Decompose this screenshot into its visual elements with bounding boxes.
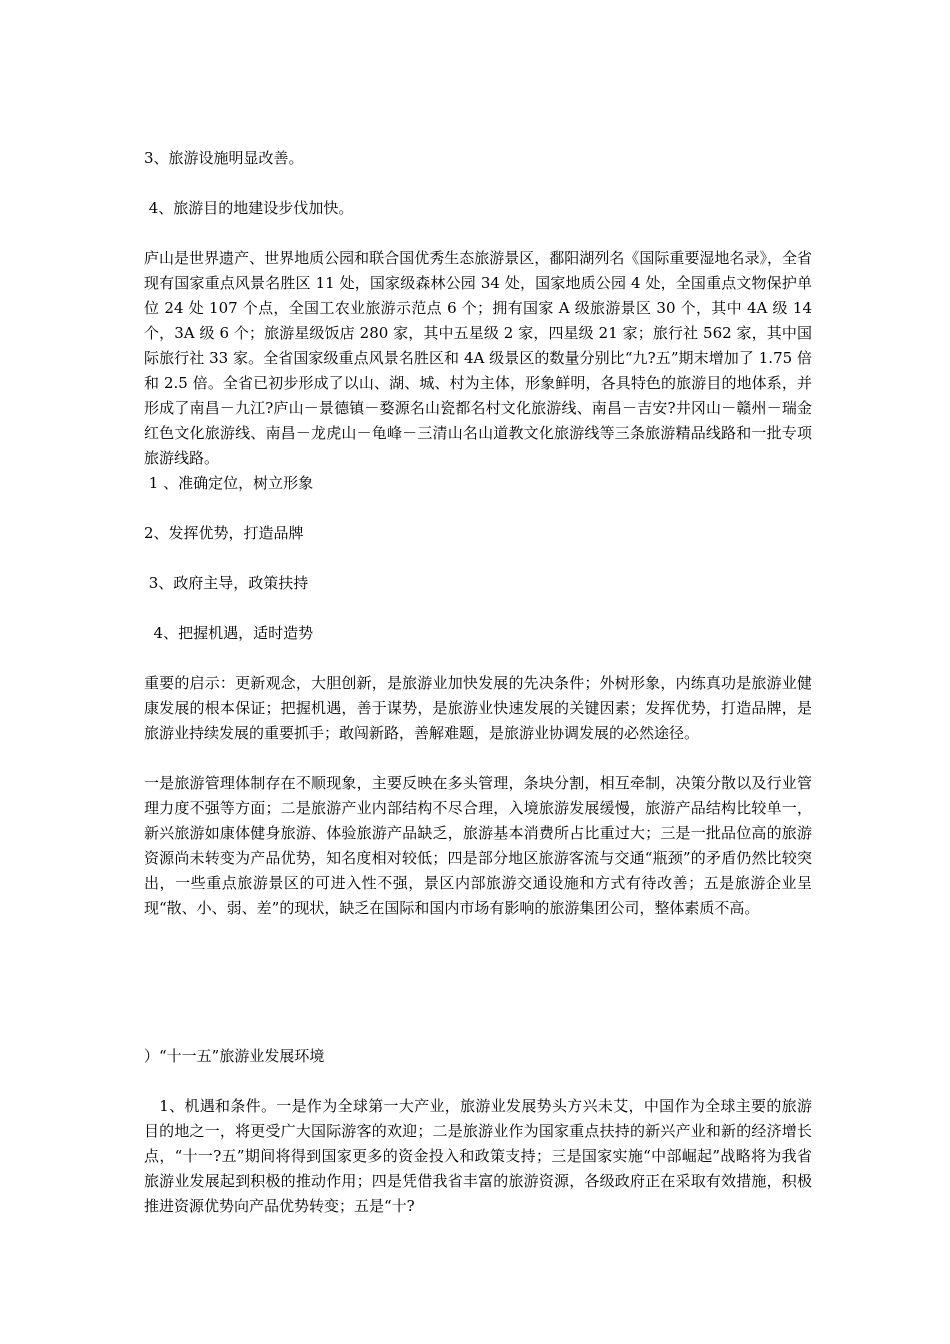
heading-government-led: 3、政府主导，政策扶持 [144,574,309,592]
heading-positioning: 1 、准确定位，树立形象 [144,474,314,492]
heading-destination-construction: 4、旅游目的地建设步伐加快。 [144,199,354,217]
paragraph-important-insights: 重要的启示：更新观念，大胆创新，是旅游业加快发展的先决条件；外树形象，内练真功是旅游业健康发展的根本保证；把握机遇，善于谋势，是旅游业快速发展的关键因素；发挥优势，打造品牌，是旅游业持续发展的重要抓手；敢闯新路，善解难题，是旅游业协调发展的必然途径。 [144,674,812,742]
heading-tourism-facilities: 3、旅游设施明显改善。 [144,149,304,167]
heading-seize-opportunity: 4、把握机遇，适时造势 [144,624,314,642]
heading-advantages: 2、发挥优势，打造品牌 [144,524,304,542]
heading-development-environment: ）“十一五”旅游业发展环境 [144,1047,325,1065]
paragraph-opportunities: 1、机遇和条件。一是作为全球第一大产业，旅游业发展势头方兴未艾，中国作为全球主要的旅游目的地之一，将更受广大国际游客的欢迎；二是旅游业作为国家重点扶持的新兴产业和新的经济增长点，“十一?五”期间将得到国家更多的资金投入和政策支持；三是国家实施“中部崛起”战略将为我省旅游业发展起到积极的推动作用；四是凭借我省丰富的旅游资源，各级政府正在采取有效措施，积极推进资源优势向产品优势转变；五是“十? [144,1097,812,1215]
paragraph-lushan-resources: 庐山是世界遗产、世界地质公园和联合国优秀生态旅游景区，鄱阳湖列名《国际重要湿地名录》，全省现有国家重点风景名胜区 11 处，国家级森林公园 34 处，国家地质公园 4 处，全国重点文物保护单位 24 处 107 个点，全国工农业旅游示范点 6 个；拥有国家 A 级旅游景区 30 个，其中 4A 级 14 个，3A 级 6 个；旅游星级饭店 280 家，其中五星级 2 家，四星级 21 家；旅行社 562 家，其中国际旅行社 33 家。全省国家级重点风景名胜区和 4A 级景区的数量分别比“九?五”期末增加了 1.75 倍和 2.5 倍。全省已初步形成了以山、湖、城、村为主体，形象鲜明，各具特色的旅游目的地体系，并形成了南昌－九江?庐山－景德镇－婺源名山瓷都名村文化旅游线、南昌－吉安?井冈山－赣州－瑞金红色文化旅游线、南昌－龙虎山－龟峰－三清山名山道教文化旅游线等三条旅游精品线路和一批专项旅游线路。 [144,249,812,467]
paragraph-problems: 一是旅游管理体制存在不顺现象，主要反映在多头管理，条块分割，相互牵制，决策分散以及行业管理力度不强等方面；二是旅游产业内部结构不尽合理，入境旅游发展缓慢，旅游产品结构比较单一，新兴旅游如康体健身旅游、体验旅游产品缺乏，旅游基本消费所占比重过大；三是一批品位高的旅游资源尚未转变为产品优势，知名度相对较低；四是部分地区旅游客流与交通“瓶颈”的矛盾仍然比较突出，一些重点旅游景区的可进入性不强，景区内部旅游交通设施和方式有待改善；五是旅游企业呈现“散、小、弱、差”的现状，缺乏在国际和国内市场有影响的旅游集团公司，整体素质不高。 [144,774,812,917]
